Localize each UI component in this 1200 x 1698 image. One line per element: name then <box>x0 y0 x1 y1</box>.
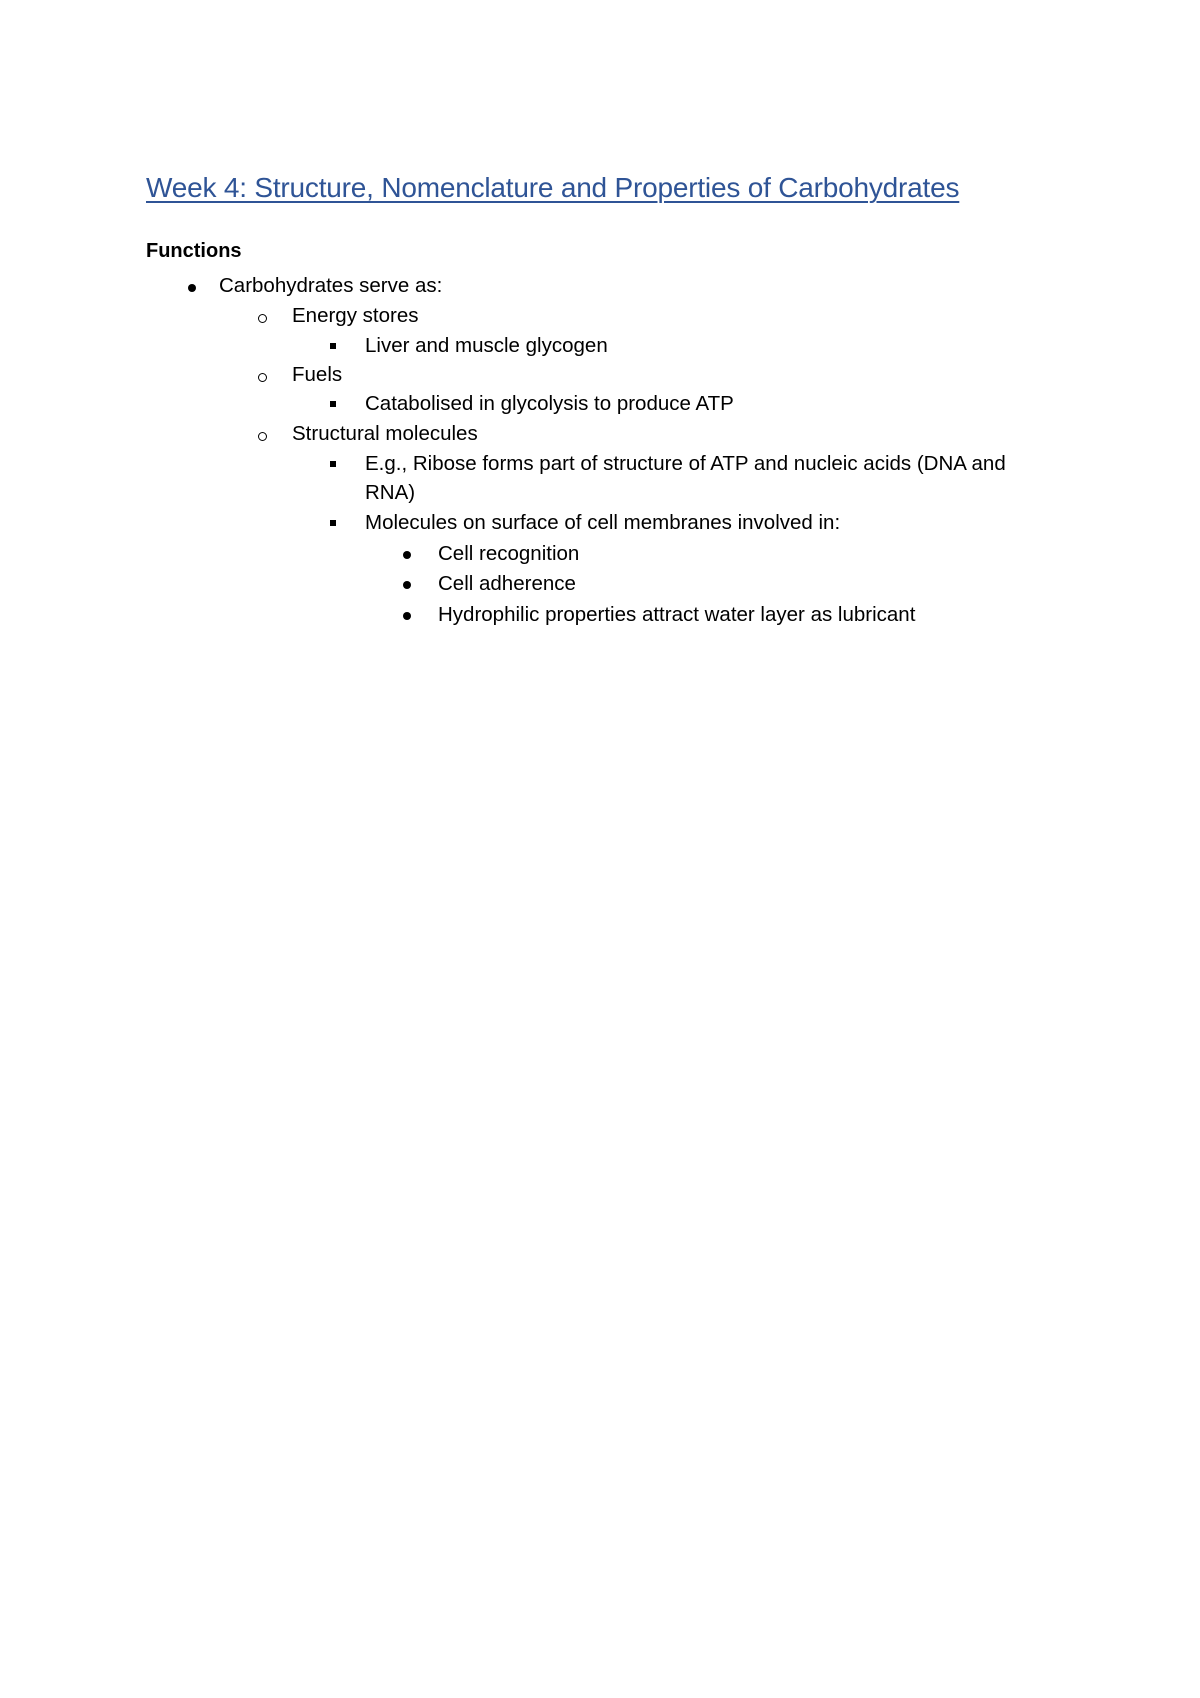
list-item-level2: Fuels <box>292 363 343 386</box>
bullet-square-icon <box>330 461 336 467</box>
bullet-dot-icon <box>403 551 411 559</box>
list-item-level1: Carbohydrates serve as: <box>219 274 443 297</box>
bullet-dot-icon <box>403 581 411 589</box>
list-item-level2: Energy stores <box>292 304 419 327</box>
bullet-square-icon <box>330 520 336 526</box>
list-item-level4: Cell adherence <box>438 572 576 595</box>
list-item-level3: E.g., Ribose forms part of structure of ATP and nucleic acids (DNA and <box>365 452 1006 475</box>
bullet-dot-icon <box>403 612 411 620</box>
list-item-level4: Cell recognition <box>438 542 580 565</box>
list-item-level3-continuation: RNA) <box>365 481 416 504</box>
list-item-level3: Molecules on surface of cell membranes involved in: <box>365 511 841 534</box>
document-title: Week 4: Structure, Nomenclature and Properties of Carbohydrates <box>146 172 960 203</box>
bullet-circle-icon <box>258 373 267 382</box>
bullet-dot-icon <box>188 284 196 292</box>
bullet-circle-icon <box>258 314 267 323</box>
list-item-level2: Structural molecules <box>292 422 478 445</box>
bullet-circle-icon <box>258 432 267 441</box>
list-item-level4: Hydrophilic properties attract water layer as lubricant <box>438 603 916 626</box>
bullet-square-icon <box>330 401 336 407</box>
list-item-level3: Catabolised in glycolysis to produce ATP <box>365 392 734 415</box>
list-item-level3: Liver and muscle glycogen <box>365 334 608 357</box>
section-heading: Functions <box>146 240 242 262</box>
bullet-square-icon <box>330 343 336 349</box>
